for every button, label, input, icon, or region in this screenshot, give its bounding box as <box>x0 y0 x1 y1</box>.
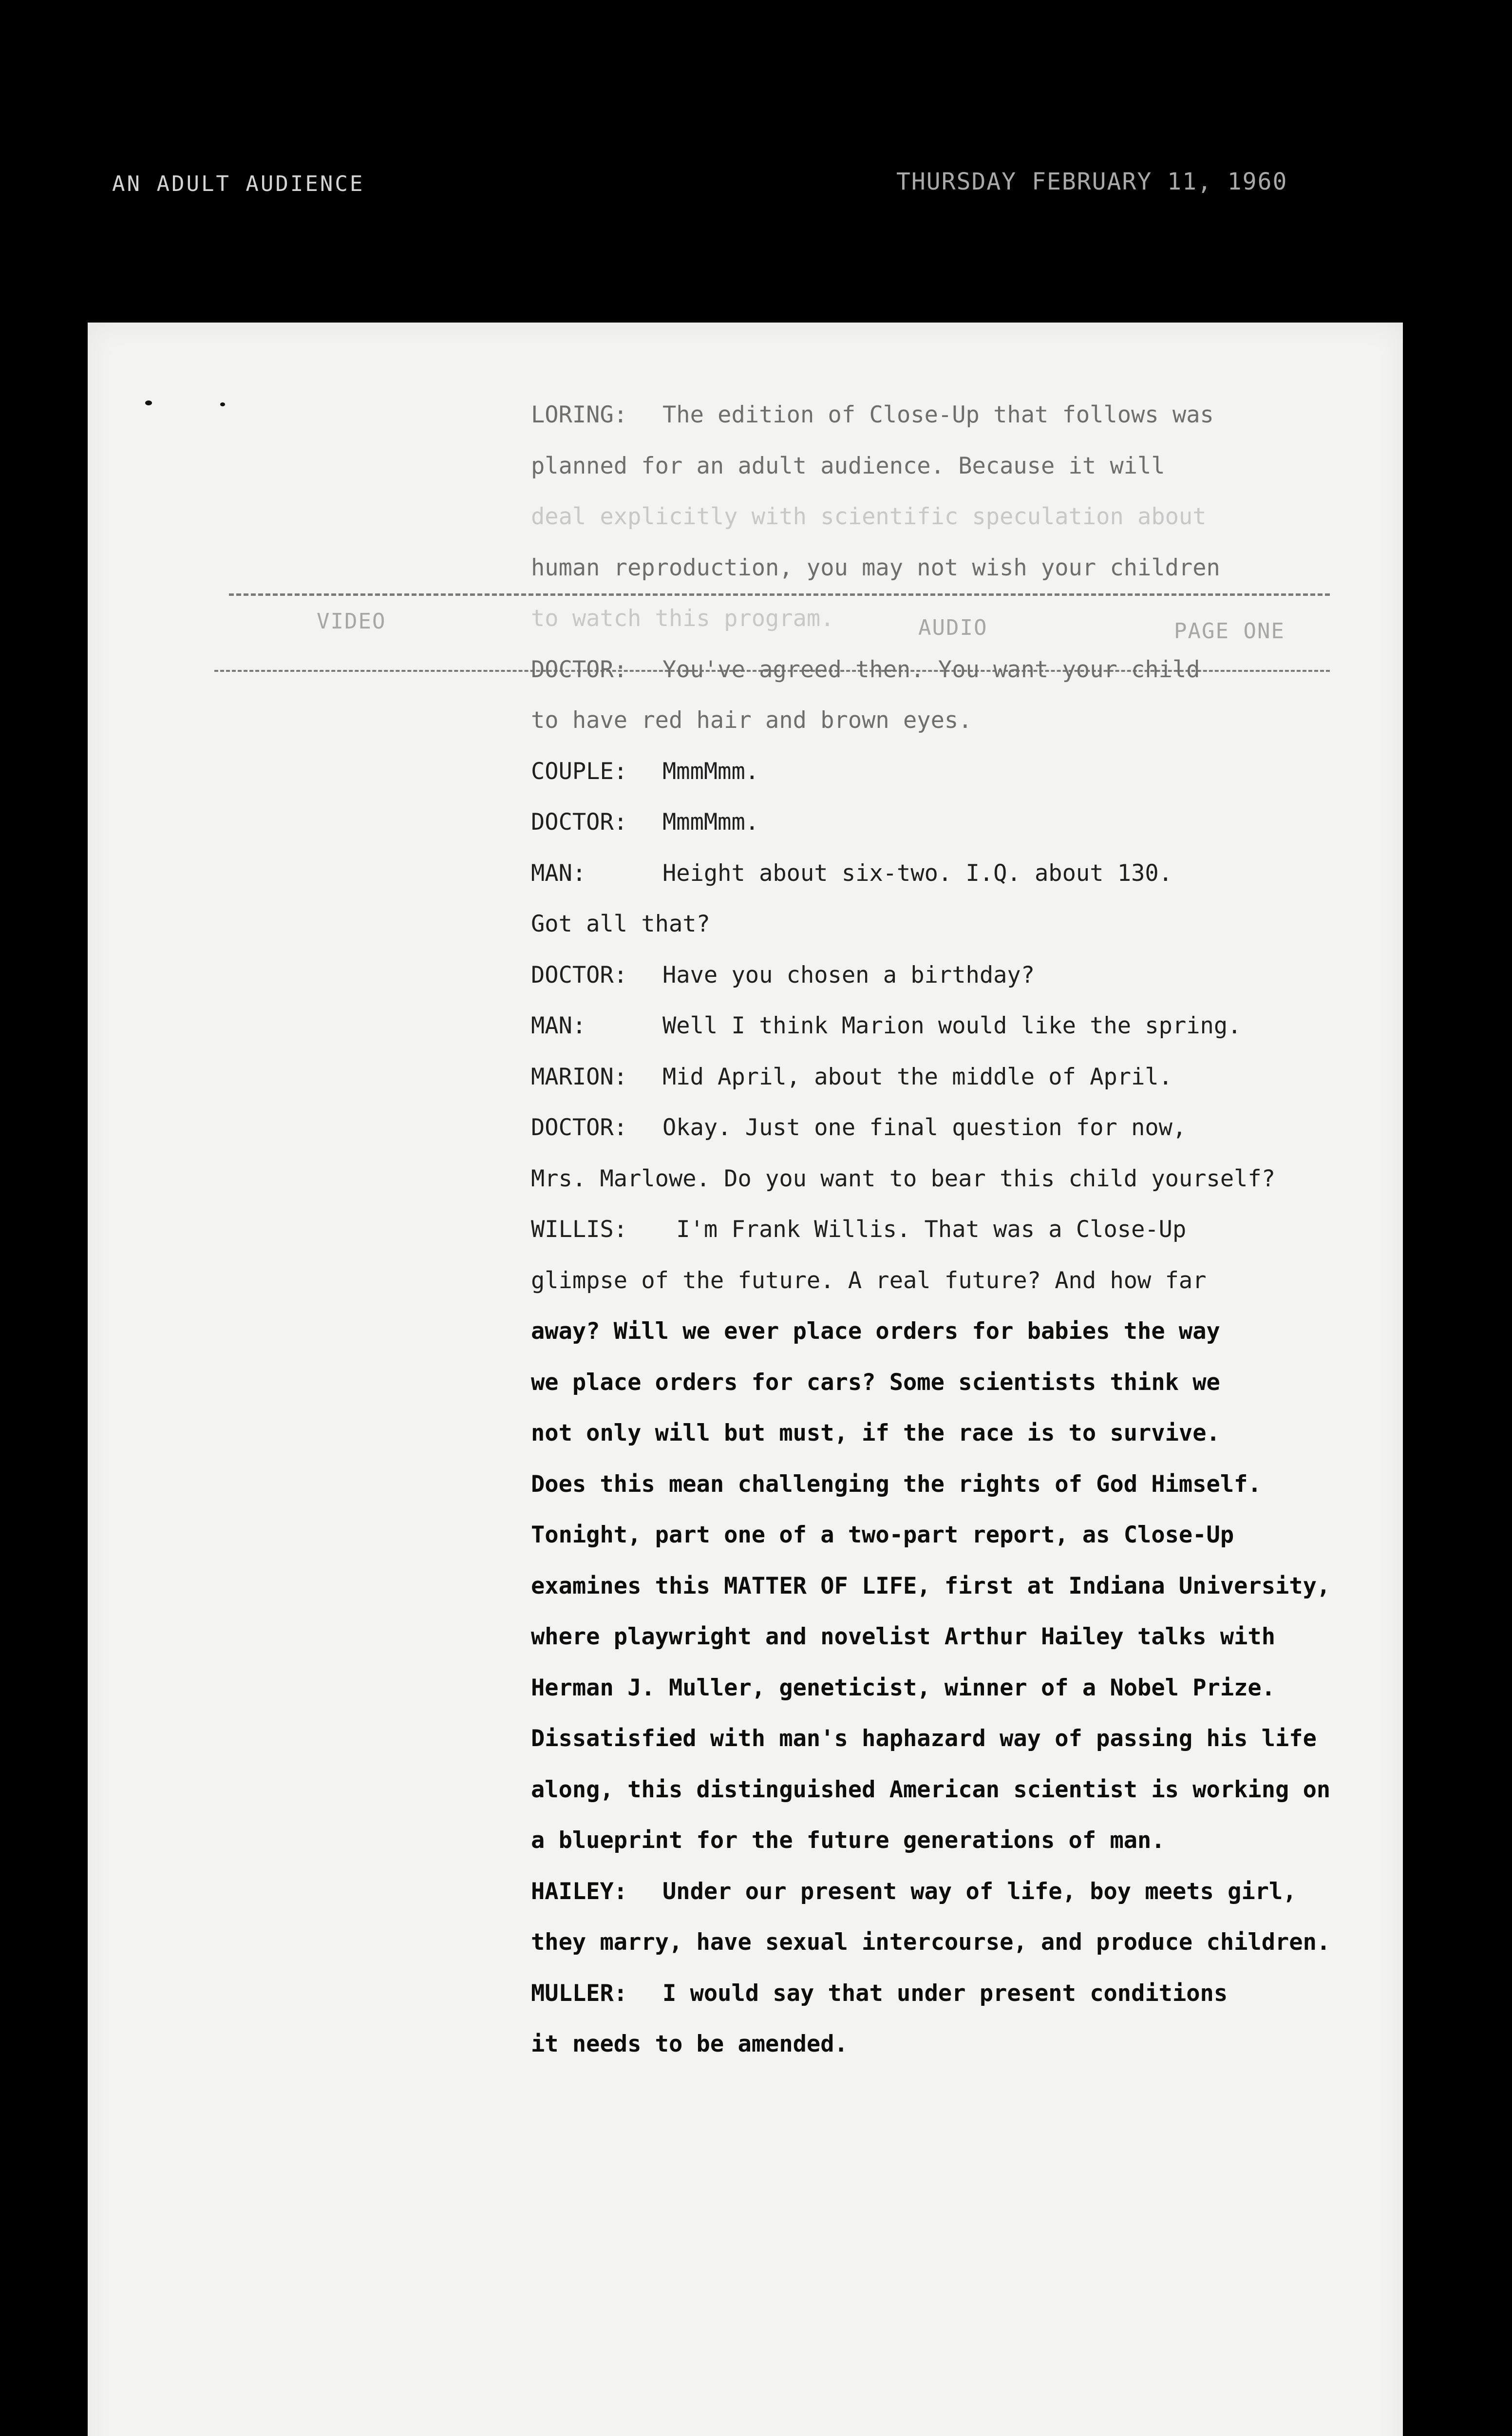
header-program-title: AN ADULT AUDIENCE <box>112 171 365 196</box>
script-line: Mrs. Marlowe. Do you want to bear this child yourself? <box>531 1165 1276 1192</box>
script-line: HAILEY: Under our present way of life, boy meets girl, <box>531 1878 1297 1905</box>
script-line: we place orders for cars? Some scientists think we <box>531 1369 1220 1396</box>
script-line: DOCTOR: You've agreed then. You want your child <box>531 656 1200 683</box>
script-line: DOCTOR: Okay. Just one final question for now, <box>531 1114 1187 1141</box>
script-line: along, this distinguished American scientist is working on <box>531 1776 1331 1803</box>
script-line: Got all that? <box>531 911 710 937</box>
script-line: examines this MATTER OF LIFE, first at Indiana University, <box>531 1572 1331 1599</box>
page-number-label: PAGE ONE <box>1174 619 1285 644</box>
script-line: MARION: Mid April, about the middle of April. <box>531 1063 1172 1090</box>
script-line: planned for an adult audience. Because it will <box>531 452 1165 479</box>
script-line: it needs to be amended. <box>531 2031 848 2057</box>
script-line: to have red hair and brown eyes. <box>531 707 972 734</box>
script-line: MAN: Well I think Marion would like the spring. <box>531 1012 1242 1039</box>
script-line: deal explicitly with scientific speculation about <box>531 503 1207 530</box>
script-line: a blueprint for the future generations of man. <box>531 1827 1165 1854</box>
script-line: WILLIS: I'm Frank Willis. That was a Close-Up <box>531 1216 1187 1243</box>
dust-speck <box>220 402 225 406</box>
script-line: DOCTOR: MmmMmm. <box>531 809 759 836</box>
script-line: to watch this program. <box>531 605 834 632</box>
script-line: COUPLE: MmmMmm. <box>531 758 759 785</box>
column-audio-label: AUDIO <box>918 615 988 640</box>
script-body <box>531 390 1331 2070</box>
script-line: LORING: The edition of Close-Up that follows was <box>531 401 1214 428</box>
script-line: MULLER: I would say that under present conditions <box>531 1979 1228 2007</box>
script-line: Dissatisfied with man's haphazard way of passing his life <box>531 1725 1317 1752</box>
header-date: THURSDAY FEBRUARY 11, 1960 <box>896 168 1288 195</box>
script-line: Tonight, part one of a two-part report, as Close-Up <box>531 1522 1234 1548</box>
script-line: they marry, have sexual intercourse, and produce children. <box>531 1929 1331 1956</box>
script-line: glimpse of the future. A real future? And how far <box>531 1267 1207 1294</box>
script-line: human reproduction, you may not wish your children <box>531 554 1220 581</box>
script-line: where playwright and novelist Arthur Hailey talks with <box>531 1623 1276 1650</box>
column-video-label: VIDEO <box>317 609 386 634</box>
script-line: Herman J. Muller, geneticist, winner of a Nobel Prize. <box>531 1674 1276 1701</box>
script-line: not only will but must, if the race is to survive. <box>531 1420 1220 1446</box>
script-line: Does this mean challenging the rights of God Himself. <box>531 1470 1262 1498</box>
script-line: MAN: Height about six-two. I.Q. about 130. <box>531 859 1172 887</box>
script-line: DOCTOR: Have you chosen a birthday? <box>531 961 1035 989</box>
dust-speck <box>145 400 152 405</box>
script-line: away? Will we ever place orders for babies the way <box>531 1318 1220 1345</box>
